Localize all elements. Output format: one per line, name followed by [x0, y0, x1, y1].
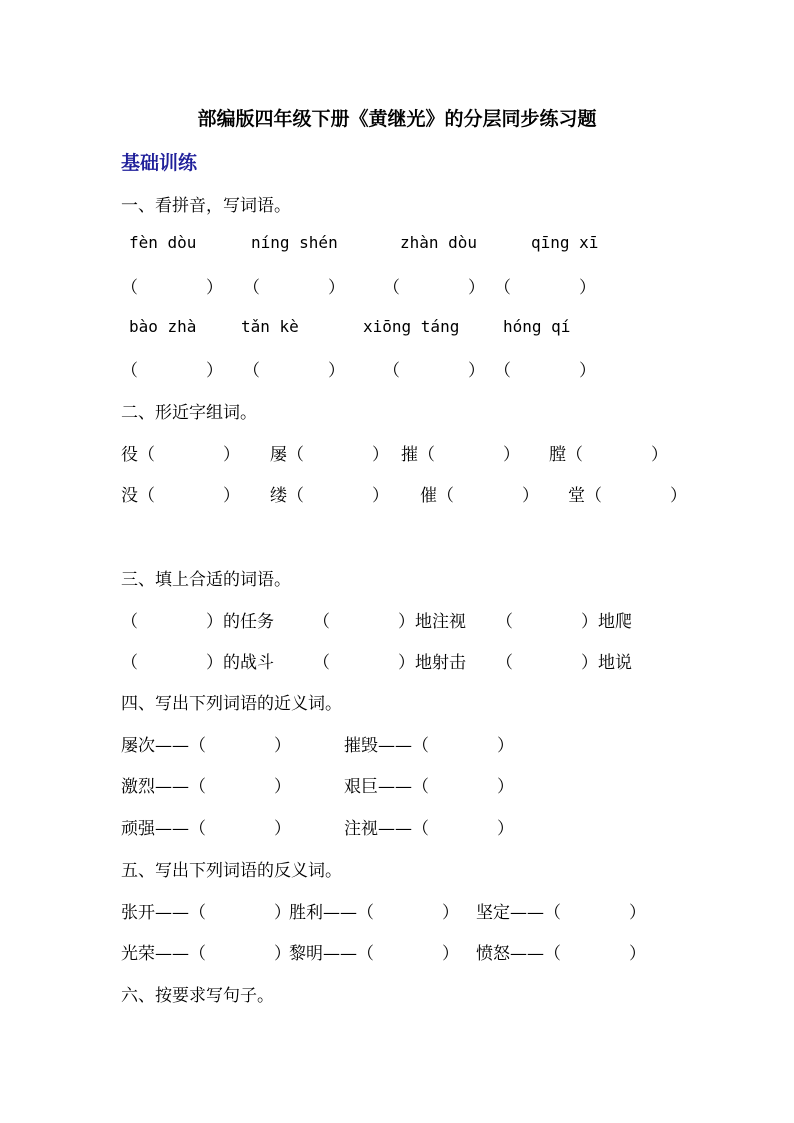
- char-item[interactable]: 屡（ ）: [270, 445, 389, 465]
- synonym-item[interactable]: 艰巨——（ ）: [344, 777, 514, 797]
- fill-item[interactable]: （ ）地爬: [496, 612, 632, 632]
- char-item[interactable]: 缕（ ）: [270, 486, 389, 506]
- char-item[interactable]: 役（ ）: [121, 445, 240, 465]
- pinyin-1: fèn dòu: [129, 233, 197, 252]
- antonym-item[interactable]: 张开——（ ）: [121, 903, 291, 923]
- synonym-item[interactable]: 顽强——（ ）: [121, 819, 291, 839]
- pinyin-6: tǎn kè: [241, 317, 299, 336]
- heading-pinyin: 一、看拼音，写词语。: [121, 196, 291, 216]
- char-item[interactable]: 膛（ ）: [549, 445, 668, 465]
- heading-sentences: 六、按要求写句子。: [121, 986, 274, 1006]
- fill-item[interactable]: （ ）的任务: [121, 612, 274, 632]
- pinyin-4: qīng xī: [531, 233, 599, 252]
- pinyin-3: zhàn dòu: [400, 233, 478, 252]
- synonym-item[interactable]: 注视——（ ）: [344, 819, 514, 839]
- fill-item[interactable]: （ ）地射击: [313, 653, 466, 673]
- char-item[interactable]: 催（ ）: [420, 486, 539, 506]
- blank-1[interactable]: （ ）: [121, 278, 223, 298]
- heading-antonyms: 五、写出下列词语的反义词。: [121, 861, 342, 881]
- char-item[interactable]: 没（ ）: [121, 486, 240, 506]
- pinyin-5: bào zhà: [129, 317, 197, 336]
- antonym-item[interactable]: 胜利——（ ）: [289, 903, 459, 923]
- blank-6[interactable]: （ ）: [243, 361, 345, 381]
- section-basic-training: 基础训练: [121, 152, 198, 174]
- document-title: 部编版四年级下册《黄继光》的分层同步练习题: [197, 108, 597, 130]
- blank-7[interactable]: （ ）: [383, 361, 485, 381]
- fill-item[interactable]: （ ）地说: [496, 653, 632, 673]
- pinyin-2: níng shén: [251, 233, 338, 252]
- char-item[interactable]: 堂（ ）: [568, 486, 687, 506]
- heading-similar-chars: 二、形近字组词。: [121, 403, 257, 423]
- heading-synonyms: 四、写出下列词语的近义词。: [121, 694, 342, 714]
- blank-4[interactable]: （ ）: [494, 278, 596, 298]
- antonym-item[interactable]: 黎明——（ ）: [289, 944, 459, 964]
- pinyin-8: hóng qí: [503, 317, 571, 336]
- blank-5[interactable]: （ ）: [121, 361, 223, 381]
- heading-fill-words: 三、填上合适的词语。: [121, 570, 291, 590]
- pinyin-7: xiōng táng: [363, 317, 460, 336]
- synonym-item[interactable]: 屡次——（ ）: [121, 736, 291, 756]
- synonym-item[interactable]: 摧毁——（ ）: [344, 736, 514, 756]
- antonym-item[interactable]: 光荣——（ ）: [121, 944, 291, 964]
- blank-8[interactable]: （ ）: [494, 361, 596, 381]
- fill-item[interactable]: （ ）地注视: [313, 612, 466, 632]
- char-item[interactable]: 摧（ ）: [401, 445, 520, 465]
- blank-2[interactable]: （ ）: [243, 278, 345, 298]
- synonym-item[interactable]: 激烈——（ ）: [121, 777, 291, 797]
- antonym-item[interactable]: 坚定——（ ）: [476, 903, 646, 923]
- antonym-item[interactable]: 愤怒——（ ）: [476, 944, 646, 964]
- blank-3[interactable]: （ ）: [383, 278, 485, 298]
- fill-item[interactable]: （ ）的战斗: [121, 653, 274, 673]
